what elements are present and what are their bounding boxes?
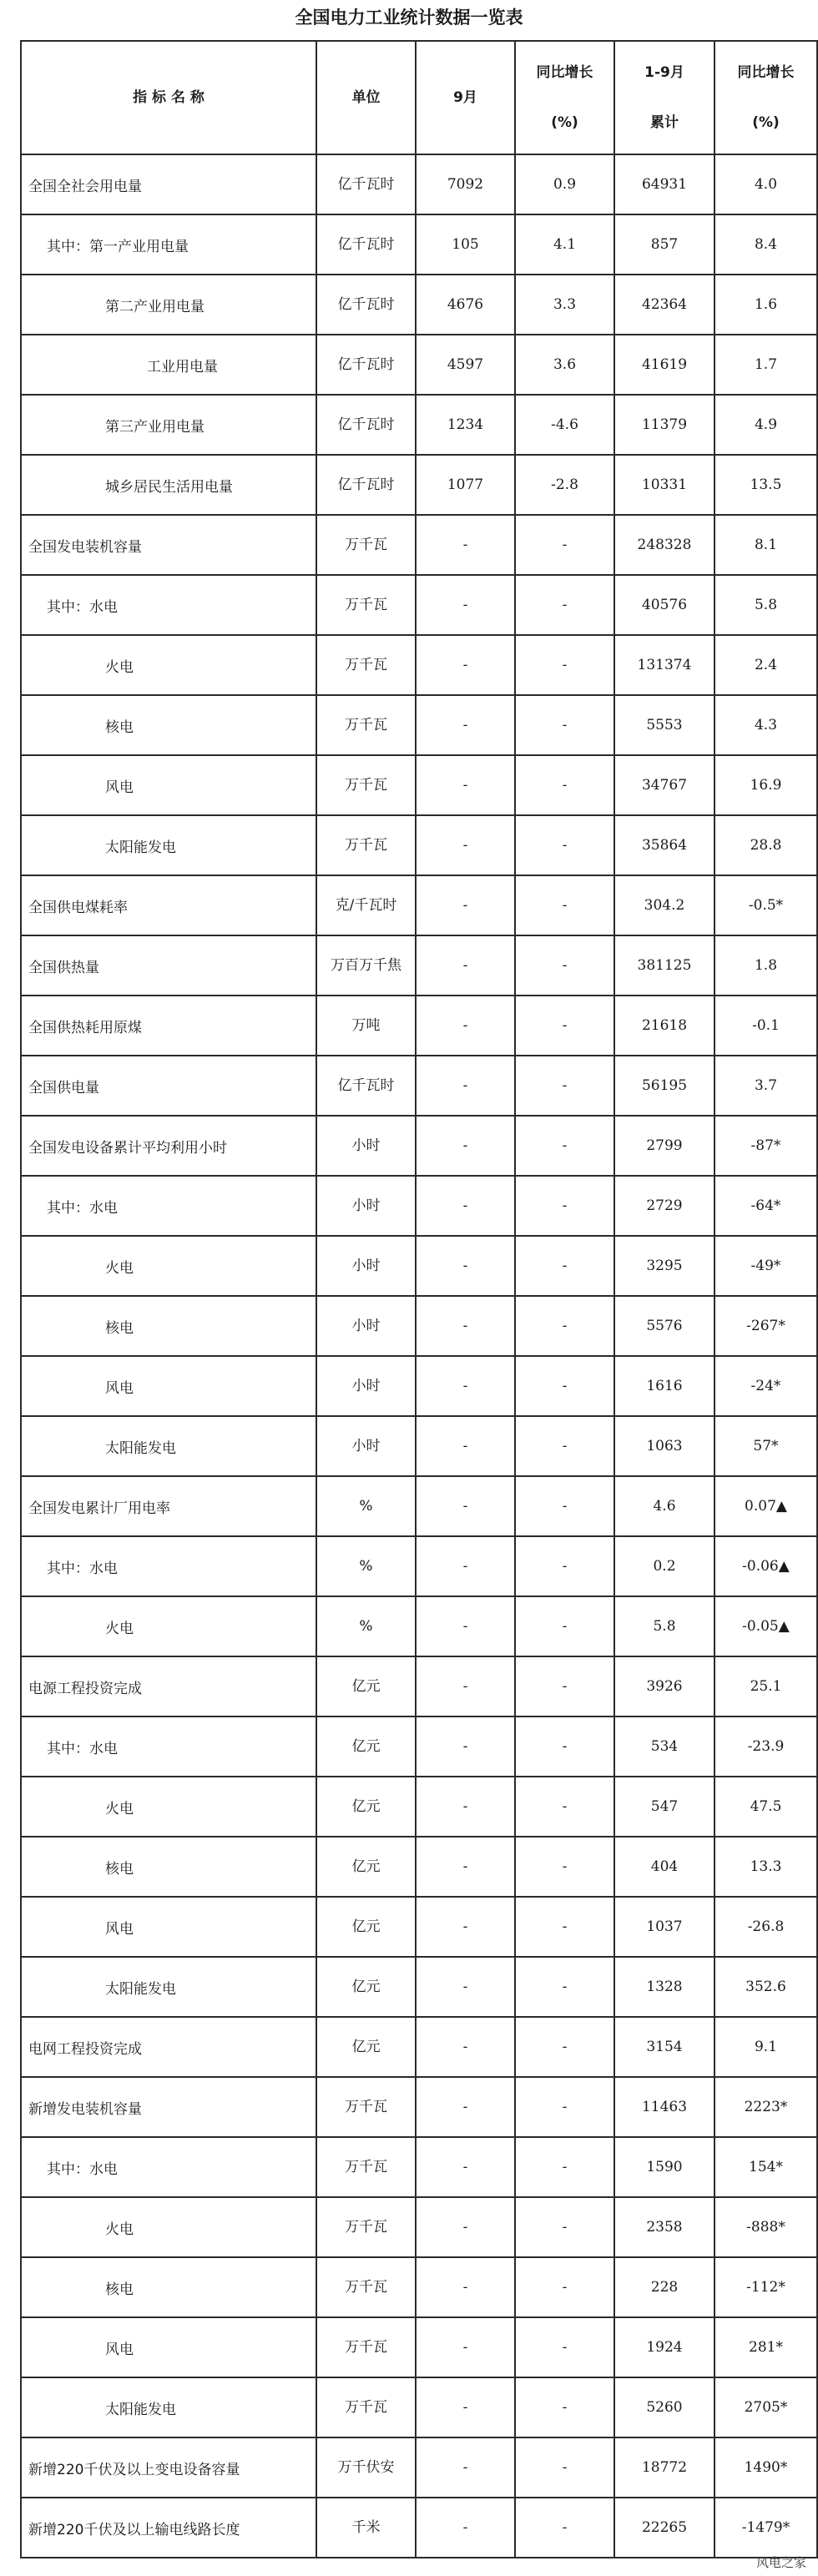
month-value: - — [416, 1957, 515, 2017]
month-value: - — [416, 695, 515, 755]
month-yoy: - — [515, 1957, 614, 2017]
table-header-row — [21, 41, 817, 154]
cumulative-yoy: -267* — [714, 1296, 817, 1356]
cumulative-value: 404 — [614, 1837, 714, 1897]
unit-cell: 万百万千焦 — [316, 935, 416, 996]
unit-cell: 万千瓦 — [316, 515, 416, 575]
unit-cell: 万千瓦 — [316, 575, 416, 635]
cumulative-value: 3926 — [614, 1656, 714, 1716]
indicator-name: 全国供热量 — [21, 935, 316, 996]
month-yoy: - — [515, 1536, 614, 1596]
table-row — [21, 335, 817, 395]
unit-cell: 万千伏安 — [316, 2437, 416, 2498]
cumulative-value: 5260 — [614, 2377, 714, 2437]
cumulative-value: 56195 — [614, 1056, 714, 1116]
indicator-name: 太阳能发电 — [21, 815, 316, 875]
cumulative-value: 11379 — [614, 395, 714, 455]
table-row — [21, 1296, 817, 1356]
table-row — [21, 2317, 817, 2377]
indicator-name: 新增发电装机容量 — [21, 2077, 316, 2137]
table-row — [21, 2257, 817, 2317]
cumulative-value: 1037 — [614, 1897, 714, 1957]
cumulative-yoy: 352.6 — [714, 1957, 817, 2017]
month-yoy: - — [515, 1596, 614, 1656]
unit-cell: 小时 — [316, 1236, 416, 1296]
cumulative-value: 5576 — [614, 1296, 714, 1356]
cumulative-yoy: 281* — [714, 2317, 817, 2377]
table-row — [21, 1897, 817, 1957]
month-yoy: -4.6 — [515, 395, 614, 455]
month-yoy: - — [515, 1236, 614, 1296]
table-row — [21, 2137, 817, 2197]
cumulative-value: 1063 — [614, 1416, 714, 1476]
cumulative-yoy: -1479* — [714, 2498, 817, 2558]
cumulative-yoy: 4.3 — [714, 695, 817, 755]
cumulative-value: 5553 — [614, 695, 714, 755]
month-yoy: 3.3 — [515, 275, 614, 335]
unit-cell: % — [316, 1476, 416, 1536]
header-cumulative-yoy-line1: 同比增长 — [737, 64, 795, 81]
cumulative-value: 3295 — [614, 1236, 714, 1296]
month-value: - — [416, 1777, 515, 1837]
month-value: - — [416, 755, 515, 815]
unit-cell: 小时 — [316, 1176, 416, 1236]
unit-cell: 万千瓦 — [316, 2077, 416, 2137]
cumulative-value: 534 — [614, 1716, 714, 1777]
month-yoy: - — [515, 1116, 614, 1176]
indicator-name: 核电 — [21, 1837, 316, 1897]
table-row — [21, 2498, 817, 2558]
month-value: - — [416, 1656, 515, 1716]
cumulative-yoy: 13.5 — [714, 455, 817, 515]
unit-cell: 亿千瓦时 — [316, 335, 416, 395]
table-row — [21, 1777, 817, 1837]
statistics-table — [20, 40, 818, 2558]
cumulative-yoy: 1490* — [714, 2437, 817, 2498]
unit-cell: 亿千瓦时 — [316, 455, 416, 515]
cumulative-yoy: 1.7 — [714, 335, 817, 395]
header-cumulative-yoy-line2: (%) — [752, 114, 780, 131]
unit-cell: 亿元 — [316, 1777, 416, 1837]
header-name: 指 标 名 称 — [21, 41, 316, 154]
cumulative-value: 18772 — [614, 2437, 714, 2498]
indicator-name: 核电 — [21, 2257, 316, 2317]
month-yoy: - — [515, 755, 614, 815]
table-row — [21, 1536, 817, 1596]
indicator-name: 火电 — [21, 635, 316, 695]
month-value: - — [416, 1116, 515, 1176]
month-value: - — [416, 815, 515, 875]
indicator-name: 风电 — [21, 1356, 316, 1416]
month-value: - — [416, 2137, 515, 2197]
month-value: - — [416, 1416, 515, 1476]
cumulative-yoy: -64* — [714, 1176, 817, 1236]
month-value: - — [416, 1296, 515, 1356]
month-value: - — [416, 1236, 515, 1296]
indicator-name: 火电 — [21, 2197, 316, 2257]
unit-cell: 万千瓦 — [316, 635, 416, 695]
table-row — [21, 996, 817, 1056]
month-yoy: - — [515, 2437, 614, 2498]
cumulative-value: 10331 — [614, 455, 714, 515]
month-value: - — [416, 2437, 515, 2498]
indicator-name: 其中：第一产业用电量 — [21, 214, 316, 275]
unit-cell: 万千瓦 — [316, 2317, 416, 2377]
month-value: - — [416, 2197, 515, 2257]
indicator-name: 其中：水电 — [21, 575, 316, 635]
cumulative-yoy: 47.5 — [714, 1777, 817, 1837]
month-value: 4597 — [416, 335, 515, 395]
indicator-name: 全国发电累计厂用电率 — [21, 1476, 316, 1536]
cumulative-yoy: -87* — [714, 1116, 817, 1176]
unit-cell: 万千瓦 — [316, 755, 416, 815]
cumulative-value: 381125 — [614, 935, 714, 996]
month-value: 7092 — [416, 154, 515, 214]
unit-cell: 亿元 — [316, 2017, 416, 2077]
month-value: - — [416, 635, 515, 695]
cumulative-yoy: 1.6 — [714, 275, 817, 335]
month-yoy: - — [515, 635, 614, 695]
unit-cell: % — [316, 1596, 416, 1656]
table-row — [21, 214, 817, 275]
cumulative-yoy: -49* — [714, 1236, 817, 1296]
cumulative-value: 228 — [614, 2257, 714, 2317]
indicator-name: 火电 — [21, 1236, 316, 1296]
table-row — [21, 1236, 817, 1296]
cumulative-yoy: 13.3 — [714, 1837, 817, 1897]
indicator-name: 城乡居民生活用电量 — [21, 455, 316, 515]
month-value: 105 — [416, 214, 515, 275]
cumulative-value: 2729 — [614, 1176, 714, 1236]
cumulative-yoy: 4.0 — [714, 154, 817, 214]
indicator-name: 核电 — [21, 695, 316, 755]
cumulative-yoy: 0.07▲ — [714, 1476, 817, 1536]
month-yoy: - — [515, 695, 614, 755]
month-yoy: - — [515, 1897, 614, 1957]
cumulative-value: 248328 — [614, 515, 714, 575]
cumulative-yoy: 28.8 — [714, 815, 817, 875]
month-yoy: - — [515, 996, 614, 1056]
month-yoy: -2.8 — [515, 455, 614, 515]
month-value: - — [416, 935, 515, 996]
cumulative-yoy: 154* — [714, 2137, 817, 2197]
unit-cell: 亿元 — [316, 1897, 416, 1957]
table-row — [21, 2077, 817, 2137]
watermark-logo-text: 风电之家 — [755, 2555, 806, 2570]
month-yoy: - — [515, 1356, 614, 1416]
cumulative-yoy: 2.4 — [714, 635, 817, 695]
month-value: - — [416, 2377, 515, 2437]
cumulative-value: 34767 — [614, 755, 714, 815]
month-yoy: - — [515, 1476, 614, 1536]
page-title: 全国电力工业统计数据一览表 — [295, 8, 523, 28]
month-yoy: - — [515, 1716, 614, 1777]
cumulative-value: 2799 — [614, 1116, 714, 1176]
month-yoy: - — [515, 1416, 614, 1476]
cumulative-yoy: 5.8 — [714, 575, 817, 635]
month-yoy: - — [515, 2498, 614, 2558]
table-row — [21, 695, 817, 755]
table-row — [21, 575, 817, 635]
month-yoy: - — [515, 575, 614, 635]
unit-cell: 万千瓦 — [316, 2257, 416, 2317]
indicator-name: 电源工程投资完成 — [21, 1656, 316, 1716]
month-yoy: - — [515, 1656, 614, 1716]
month-yoy: - — [515, 2197, 614, 2257]
header-unit: 单位 — [316, 41, 416, 154]
header-month: 9月 — [416, 41, 515, 154]
table-row — [21, 1596, 817, 1656]
header-cumulative — [614, 41, 714, 154]
month-value: - — [416, 1897, 515, 1957]
unit-cell: 克/千瓦时 — [316, 875, 416, 935]
month-yoy: - — [515, 2377, 614, 2437]
unit-cell: 亿千瓦时 — [316, 214, 416, 275]
cumulative-value: 21618 — [614, 996, 714, 1056]
indicator-name: 风电 — [21, 1897, 316, 1957]
cumulative-yoy: -888* — [714, 2197, 817, 2257]
cumulative-yoy: 2223* — [714, 2077, 817, 2137]
cumulative-value: 1616 — [614, 1356, 714, 1416]
month-value: - — [416, 2077, 515, 2137]
cumulative-value: 11463 — [614, 2077, 714, 2137]
indicator-name: 火电 — [21, 1596, 316, 1656]
month-yoy: - — [515, 2077, 614, 2137]
cumulative-value: 0.2 — [614, 1536, 714, 1596]
month-yoy: 0.9 — [515, 154, 614, 214]
indicator-name: 全国供热耗用原煤 — [21, 996, 316, 1056]
month-yoy: - — [515, 1296, 614, 1356]
indicator-name: 全国发电设备累计平均利用小时 — [21, 1116, 316, 1176]
table-row — [21, 395, 817, 455]
header-yoy-line2: (%) — [551, 114, 578, 131]
month-value: - — [416, 996, 515, 1056]
cumulative-value: 22265 — [614, 2498, 714, 2558]
table-row — [21, 1416, 817, 1476]
unit-cell: 亿千瓦时 — [316, 1056, 416, 1116]
cumulative-yoy: -112* — [714, 2257, 817, 2317]
month-value: - — [416, 2257, 515, 2317]
indicator-name: 新增220千伏及以上变电设备容量 — [21, 2437, 316, 2498]
indicator-name: 工业用电量 — [21, 335, 316, 395]
indicator-name: 风电 — [21, 755, 316, 815]
unit-cell: 小时 — [316, 1116, 416, 1176]
cumulative-yoy: 9.1 — [714, 2017, 817, 2077]
unit-cell: 亿千瓦时 — [316, 154, 416, 214]
cumulative-value: 4.6 — [614, 1476, 714, 1536]
month-value: - — [416, 1596, 515, 1656]
unit-cell: 亿元 — [316, 1957, 416, 2017]
indicator-name: 火电 — [21, 1777, 316, 1837]
cumulative-yoy: 16.9 — [714, 755, 817, 815]
table-row — [21, 875, 817, 935]
header-yoy-line1: 同比增长 — [536, 64, 593, 81]
unit-cell: 万千瓦 — [316, 695, 416, 755]
cumulative-yoy: 4.9 — [714, 395, 817, 455]
unit-cell: 亿元 — [316, 1656, 416, 1716]
month-yoy: - — [515, 1176, 614, 1236]
indicator-name: 太阳能发电 — [21, 1957, 316, 2017]
indicator-name: 太阳能发电 — [21, 2377, 316, 2437]
month-yoy: - — [515, 1837, 614, 1897]
indicator-name: 电网工程投资完成 — [21, 2017, 316, 2077]
month-value: - — [416, 1356, 515, 1416]
unit-cell: 亿元 — [316, 1716, 416, 1777]
indicator-name: 第二产业用电量 — [21, 275, 316, 335]
month-value: - — [416, 1476, 515, 1536]
cumulative-yoy: 8.1 — [714, 515, 817, 575]
indicator-name: 其中：水电 — [21, 2137, 316, 2197]
indicator-name: 全国全社会用电量 — [21, 154, 316, 214]
table-row — [21, 1356, 817, 1416]
indicator-name: 新增220千伏及以上输电线路长度 — [21, 2498, 316, 2558]
unit-cell: 千米 — [316, 2498, 416, 2558]
unit-cell: 亿元 — [316, 1837, 416, 1897]
month-yoy: - — [515, 2257, 614, 2317]
header-cumulative-line1: 1-9月 — [644, 64, 684, 81]
table-row — [21, 2377, 817, 2437]
month-value: - — [416, 1056, 515, 1116]
header-cumulative-line2: 累计 — [650, 114, 679, 131]
unit-cell: 万千瓦 — [316, 2377, 416, 2437]
table-row — [21, 154, 817, 214]
cumulative-yoy: 1.8 — [714, 935, 817, 996]
month-yoy: - — [515, 815, 614, 875]
month-value: - — [416, 875, 515, 935]
header-cumulative-yoy — [714, 41, 817, 154]
unit-cell: 亿千瓦时 — [316, 395, 416, 455]
table-row — [21, 1957, 817, 2017]
month-yoy: - — [515, 935, 614, 996]
unit-cell: 万千瓦 — [316, 2137, 416, 2197]
table-row — [21, 1656, 817, 1716]
month-value: - — [416, 1837, 515, 1897]
cumulative-value: 41619 — [614, 335, 714, 395]
indicator-name: 全国发电装机容量 — [21, 515, 316, 575]
month-yoy: - — [515, 1777, 614, 1837]
month-yoy: - — [515, 2017, 614, 2077]
cumulative-yoy: 2705* — [714, 2377, 817, 2437]
month-value: - — [416, 575, 515, 635]
cumulative-yoy: -26.8 — [714, 1897, 817, 1957]
cumulative-yoy: -0.5* — [714, 875, 817, 935]
cumulative-yoy: 8.4 — [714, 214, 817, 275]
table-row — [21, 2197, 817, 2257]
cumulative-value: 547 — [614, 1777, 714, 1837]
month-value: - — [416, 515, 515, 575]
table-row — [21, 515, 817, 575]
table-row — [21, 935, 817, 996]
table-row — [21, 1056, 817, 1116]
cumulative-value: 1590 — [614, 2137, 714, 2197]
cumulative-yoy: -24* — [714, 1356, 817, 1416]
cumulative-value: 304.2 — [614, 875, 714, 935]
indicator-name: 第三产业用电量 — [21, 395, 316, 455]
cumulative-value: 857 — [614, 214, 714, 275]
month-value: - — [416, 2017, 515, 2077]
indicator-name: 其中：水电 — [21, 1536, 316, 1596]
cumulative-yoy: 57* — [714, 1416, 817, 1476]
month-value: - — [416, 1536, 515, 1596]
month-yoy: - — [515, 2137, 614, 2197]
cumulative-yoy: 25.1 — [714, 1656, 817, 1716]
month-yoy: - — [515, 2317, 614, 2377]
cumulative-yoy: 3.7 — [714, 1056, 817, 1116]
indicator-name: 全国供电量 — [21, 1056, 316, 1116]
cumulative-value: 1328 — [614, 1957, 714, 2017]
table-row — [21, 275, 817, 335]
table-row — [21, 2017, 817, 2077]
indicator-name: 全国供电煤耗率 — [21, 875, 316, 935]
cumulative-yoy: -23.9 — [714, 1716, 817, 1777]
cumulative-yoy: -0.05▲ — [714, 1596, 817, 1656]
cumulative-value: 1924 — [614, 2317, 714, 2377]
unit-cell: % — [316, 1536, 416, 1596]
indicator-name: 其中：水电 — [21, 1716, 316, 1777]
unit-cell: 小时 — [316, 1416, 416, 1476]
month-value: - — [416, 2498, 515, 2558]
unit-cell: 亿千瓦时 — [316, 275, 416, 335]
cumulative-value: 2358 — [614, 2197, 714, 2257]
table-row — [21, 2437, 817, 2498]
month-value: - — [416, 2317, 515, 2377]
month-yoy: - — [515, 875, 614, 935]
table-row — [21, 1716, 817, 1777]
month-value: 1234 — [416, 395, 515, 455]
cumulative-value: 42364 — [614, 275, 714, 335]
unit-cell: 万千瓦 — [316, 815, 416, 875]
cumulative-value: 3154 — [614, 2017, 714, 2077]
month-yoy: 3.6 — [515, 335, 614, 395]
indicator-name: 其中：水电 — [21, 1176, 316, 1236]
indicator-name: 风电 — [21, 2317, 316, 2377]
table-row — [21, 815, 817, 875]
table-row — [21, 1476, 817, 1536]
unit-cell: 小时 — [316, 1296, 416, 1356]
cumulative-yoy: -0.1 — [714, 996, 817, 1056]
indicator-name: 核电 — [21, 1296, 316, 1356]
cumulative-value: 35864 — [614, 815, 714, 875]
table-row — [21, 1176, 817, 1236]
unit-cell: 万吨 — [316, 996, 416, 1056]
cumulative-value: 5.8 — [614, 1596, 714, 1656]
table-body — [21, 154, 817, 2558]
header-yoy — [515, 41, 614, 154]
cumulative-yoy: -0.06▲ — [714, 1536, 817, 1596]
month-value: 4676 — [416, 275, 515, 335]
table-row — [21, 635, 817, 695]
month-value: - — [416, 1716, 515, 1777]
table-row — [21, 755, 817, 815]
cumulative-value: 131374 — [614, 635, 714, 695]
indicator-name: 太阳能发电 — [21, 1416, 316, 1476]
table-row — [21, 1837, 817, 1897]
month-value: - — [416, 1176, 515, 1236]
unit-cell: 万千瓦 — [316, 2197, 416, 2257]
month-value: 1077 — [416, 455, 515, 515]
table-row — [21, 455, 817, 515]
month-yoy: - — [515, 515, 614, 575]
month-yoy: 4.1 — [515, 214, 614, 275]
unit-cell: 小时 — [316, 1356, 416, 1416]
cumulative-value: 40576 — [614, 575, 714, 635]
cumulative-value: 64931 — [614, 154, 714, 214]
table-row — [21, 1116, 817, 1176]
month-yoy: - — [515, 1056, 614, 1116]
